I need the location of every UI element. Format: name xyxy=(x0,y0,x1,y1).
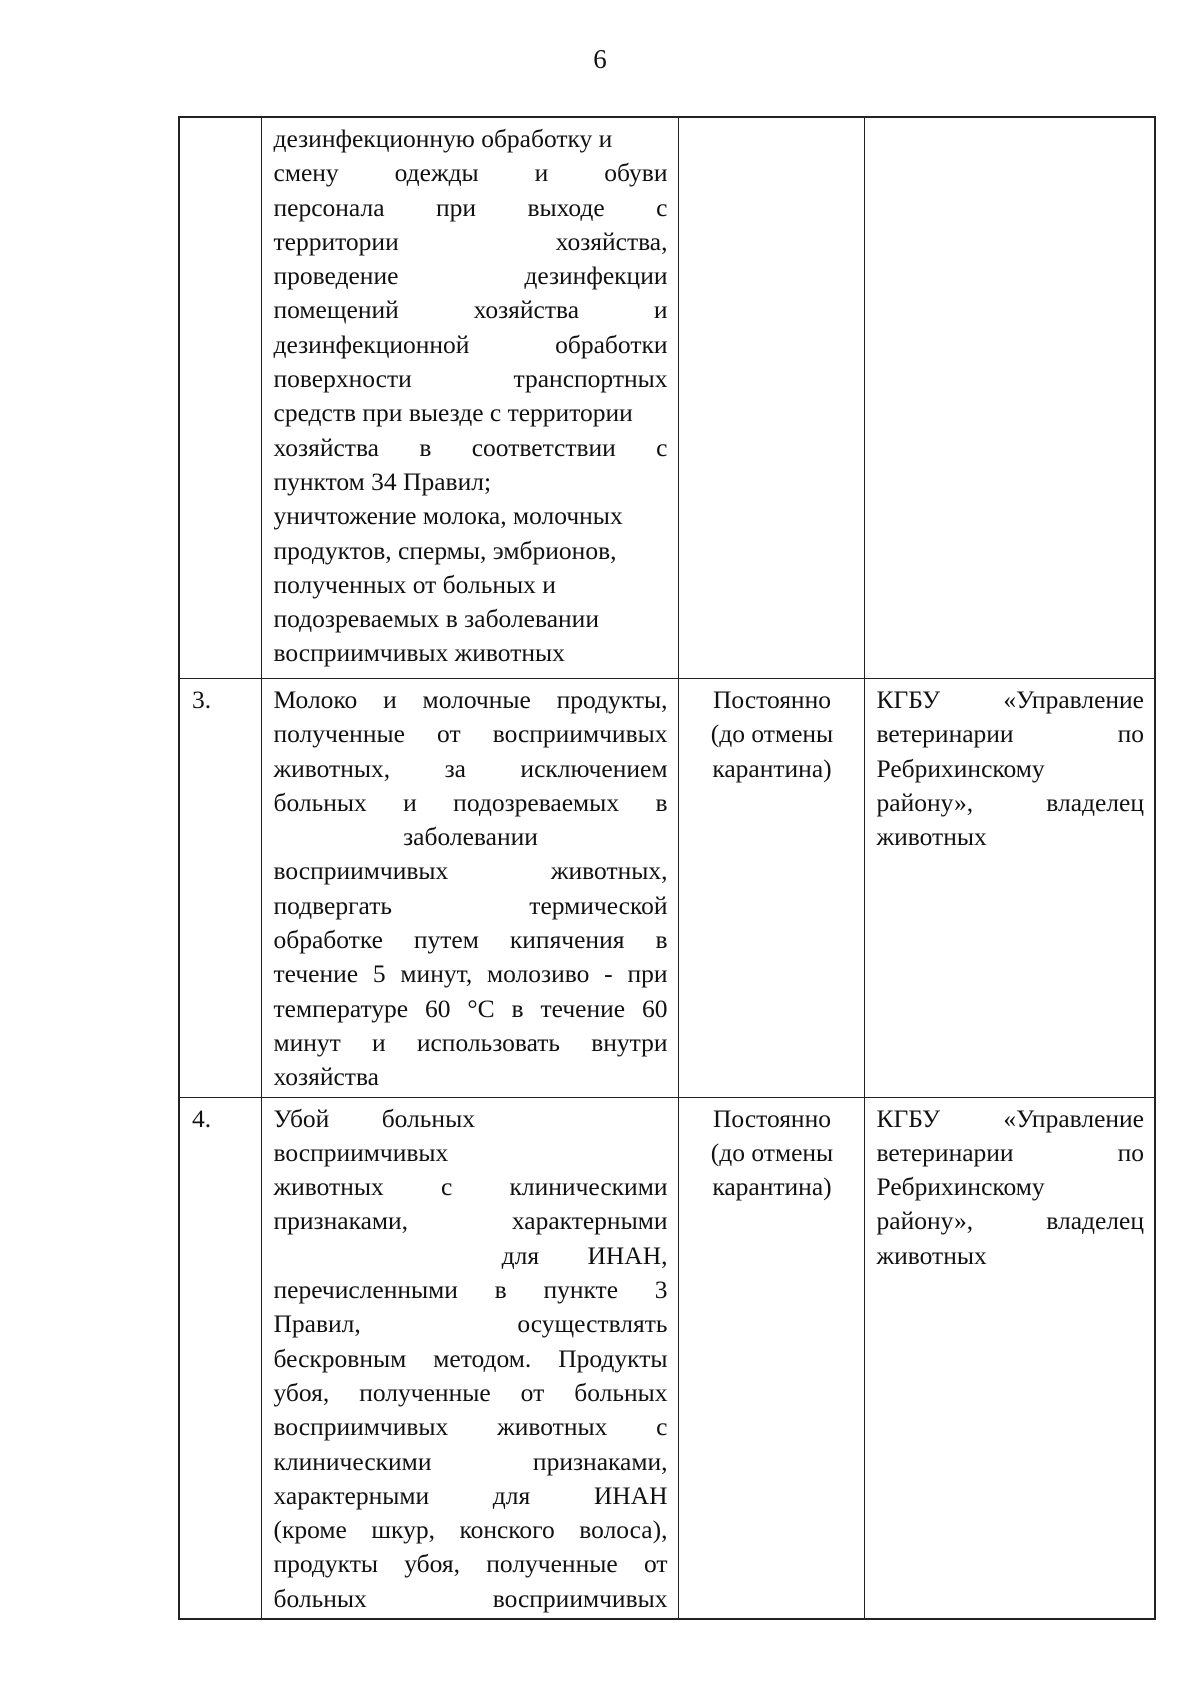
action-line: Убой больных xyxy=(273,1103,475,1133)
action-line: продукты убоя, полученные от xyxy=(273,1549,668,1579)
action-line: признаками, характерными xyxy=(273,1206,668,1236)
action-line: территории хозяйства, xyxy=(273,226,668,256)
action-line: подозреваемых в заболевании xyxy=(273,604,599,634)
action-line: хозяйства xyxy=(273,1062,379,1092)
action-line: восприимчивых животных с xyxy=(273,1412,668,1442)
term-cell xyxy=(678,679,864,1098)
action-line: восприимчивых xyxy=(273,1137,449,1167)
responsible-line: КГБУ «Управление xyxy=(876,1103,1144,1133)
term-line: карантина) xyxy=(712,1172,832,1202)
table-row xyxy=(179,679,1155,1098)
action-line: восприимчивых животных xyxy=(273,638,565,668)
responsible-cell xyxy=(864,679,1155,1098)
term-line: (до отмены xyxy=(710,719,834,749)
term-line: (до отмены xyxy=(710,1137,834,1167)
action-line: температуре 60 °С в течение 60 xyxy=(273,993,668,1023)
responsible-line: району», владелец xyxy=(876,787,1144,817)
action-line: клиническими признаками, xyxy=(273,1446,668,1476)
action-line: полученных от больных и xyxy=(273,569,556,599)
action-line: больных и подозреваемых в xyxy=(273,787,668,817)
action-line: проведение дезинфекции xyxy=(273,261,668,291)
responsible-line: животных xyxy=(876,822,987,852)
action-line: продуктов, спермы, эмбрионов, xyxy=(273,535,617,565)
action-line: поверхности транспортных xyxy=(273,364,668,394)
action-line: течение 5 минут, молозиво - при xyxy=(273,959,668,989)
term-cell xyxy=(678,117,864,679)
action-line: (кроме шкур, конского волоса), xyxy=(273,1515,668,1545)
responsible-line: ветеринарии по xyxy=(876,1137,1144,1167)
action-line: дезинфекционной обработки xyxy=(273,329,668,359)
action-line: убоя, полученные от больных xyxy=(273,1377,668,1407)
action-line: подвергать термической xyxy=(273,890,668,920)
action-line: пунктом 34 Правил; xyxy=(273,466,492,496)
measures-table xyxy=(178,116,1156,1620)
action-line: перечисленными в пункте 3 xyxy=(273,1275,668,1305)
table-row xyxy=(179,1097,1155,1619)
action-line: обработке путем кипячения в xyxy=(273,925,668,955)
action-line: для ИНАН, xyxy=(501,1240,668,1270)
action-line: животных с клиническими xyxy=(273,1172,668,1202)
action-line: Молоко и молочные продукты, xyxy=(273,685,668,714)
action-line: дезинфекционную обработку и xyxy=(273,124,613,153)
responsible-line: КГБУ «Управление xyxy=(876,685,1144,714)
action-line: восприимчивых животных, xyxy=(273,856,668,886)
row-number-cell xyxy=(179,117,261,679)
term-line: Постоянно xyxy=(713,685,831,714)
action-line: смену одежды и обуви xyxy=(273,158,668,188)
action-line: заболевании xyxy=(403,822,538,852)
action-line: характерными для ИНАН xyxy=(273,1480,668,1510)
term-cell xyxy=(678,1097,864,1619)
action-cell xyxy=(261,117,678,679)
action-line: помещений хозяйства и xyxy=(273,295,668,325)
row-number-cell: 3. xyxy=(179,679,261,1098)
responsible-cell xyxy=(864,1097,1155,1619)
responsible-line: животных xyxy=(876,1240,987,1270)
action-cell xyxy=(261,1097,678,1619)
action-cell xyxy=(261,679,678,1098)
action-line: полученные от восприимчивых xyxy=(273,719,668,749)
action-line: бескровным методом. Продукты xyxy=(273,1343,668,1373)
page-number: 6 xyxy=(593,44,607,74)
action-line: животных, за исключением xyxy=(273,753,668,783)
action-line: персонала при выходе с xyxy=(273,192,668,222)
term-line: карантина) xyxy=(712,753,832,783)
action-line: минут и использовать внутри xyxy=(273,1027,668,1057)
action-line: хозяйства в соответствии с xyxy=(273,432,668,462)
action-line: больных восприимчивых xyxy=(273,1583,668,1613)
responsible-cell xyxy=(864,117,1155,679)
action-line: уничтожение молока, молочных xyxy=(273,501,623,531)
responsible-line: ветеринарии по xyxy=(876,719,1144,749)
responsible-line: району», владелец xyxy=(876,1206,1144,1236)
action-line: Правил, осуществлять xyxy=(273,1309,668,1339)
row-number-cell: 4. xyxy=(179,1097,261,1619)
responsible-line: Ребрихинскому xyxy=(876,753,1045,783)
table-row xyxy=(179,117,1155,679)
responsible-line: Ребрихинскому xyxy=(876,1172,1045,1202)
term-line: Постоянно xyxy=(713,1103,831,1133)
action-line: средств при выезде с территории xyxy=(273,398,633,428)
